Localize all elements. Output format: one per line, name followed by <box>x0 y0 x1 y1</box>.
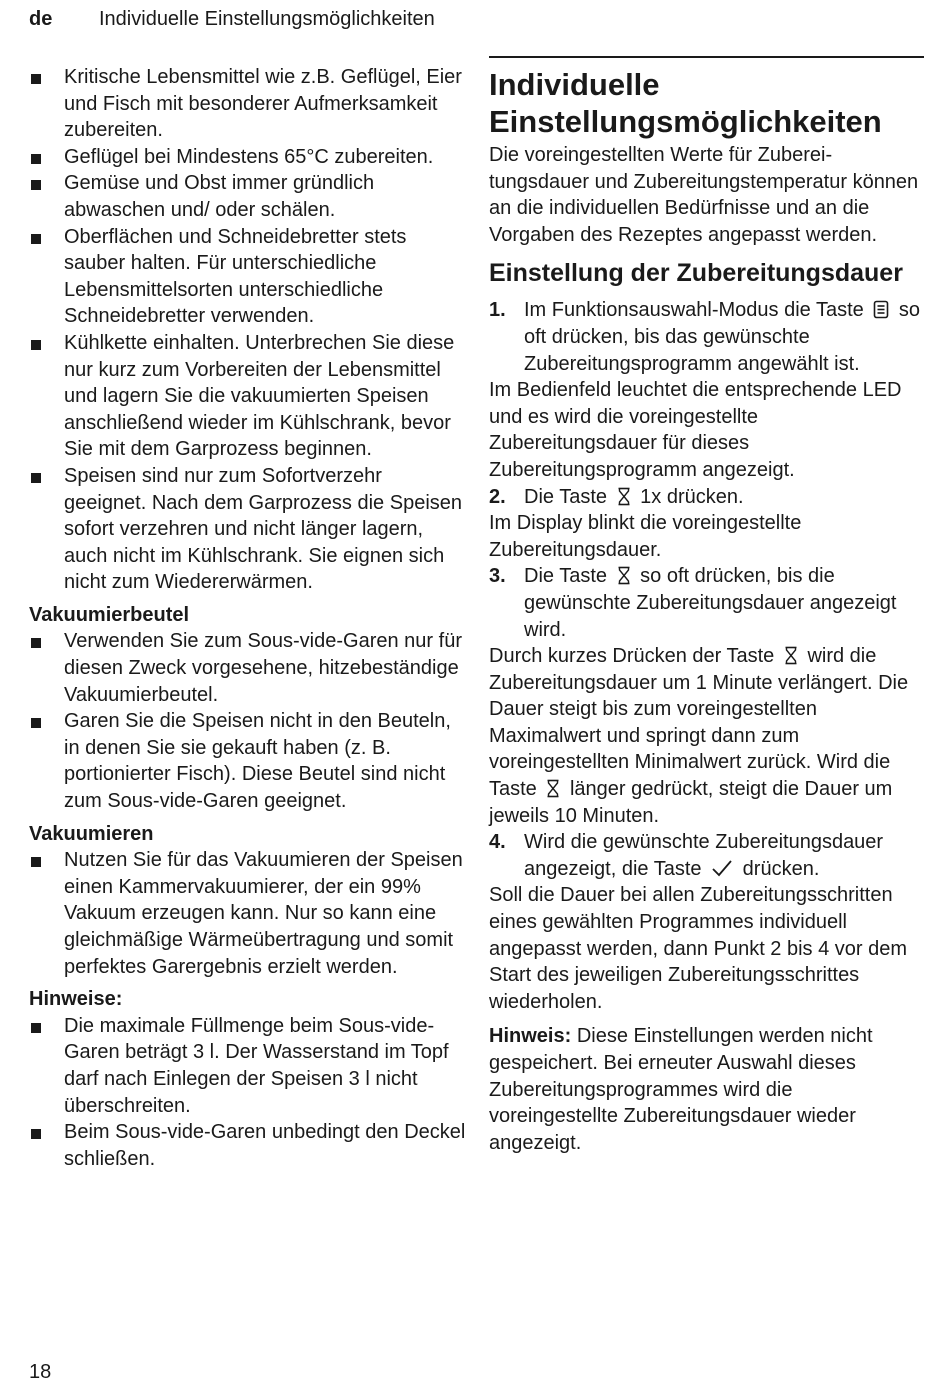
page-header <box>29 6 435 32</box>
step-text: drücken. <box>742 857 820 880</box>
step-1 <box>489 297 924 377</box>
step-number: 4. <box>489 831 506 854</box>
note-text: Diese Einstellungen werden nicht gespeichert. Bei erneuter Auswahl dieses Zubereitungsprogrammes wird die voreingestellte Zubereitungsdauer wieder angezeigt. <box>489 1025 873 1154</box>
paragraph-text: Durch kurzes Drücken der Taste <box>489 645 775 668</box>
list-item: Speisen sind nur zum Sofortverzehr geeignet. Nach dem Garprozess die Speisen sofort verzehren und nicht länger lagern, auch nicht im Kühlschrank. Sie eignen sich nicht zum Wiedererwärmen. <box>29 463 469 596</box>
paragraph-4: Soll die Dauer bei allen Zubereitungsschritten eines gewählten Programmes individuell angepasst werden, dann Punkt 2 bis 4 vor dem Start des jeweiligen Zubereitungsschrittes wiederholen. <box>489 884 908 1013</box>
step-text: Wird die gewünschte Zubereitungsdauer angezeigt, die Taste <box>524 831 884 880</box>
section-heading-bags: Vakuumierbeutel <box>29 603 190 626</box>
list-item: Beim Sous-vide-Garen unbedingt den Deckel schließen. <box>29 1119 469 1172</box>
step-2 <box>489 484 924 511</box>
paragraph-text: wird die Zubereitungsdauer um 1 Minute verlängert. Die Dauer steigt bis zum voreingestellten Maximalwert und springt dann zum voreingestellten Minimalwert zurück. Wird die Taste <box>489 645 909 801</box>
hourglass-icon <box>617 487 631 506</box>
hints-list <box>29 1013 469 1173</box>
step-text: Im Funktionsauswahl-Modus die Taste <box>524 299 864 322</box>
step-3 <box>489 563 924 643</box>
list-item: Verwenden Sie zum Sous-vide-Garen nur für diesen Zweck vorgesehene, hitzebeständige Vakuumierbeutel. <box>29 628 469 708</box>
list-item: Garen Sie die Speisen nicht in den Beuteln, in denen Sie sie gekauft haben (z. B. portionierter Fisch). Diese Beutel sind nicht zum Sous-vide-Garen geeignet. <box>29 708 469 814</box>
list-item: Gemüse und Obst immer gründlich abwaschen und/ oder schälen. <box>29 170 469 223</box>
step-text: so oft drücken, bis das gewünschte Zubereitungsprogramm angewählt ist. <box>524 299 921 375</box>
step-text: Die Taste <box>524 565 608 588</box>
step-number: 1. <box>489 299 506 322</box>
paragraph-3 <box>489 643 924 829</box>
step-number: 3. <box>489 565 506 588</box>
list-item: Die maximale Füllmenge beim Sous-vide-Garen beträgt 3 l. Der Wasserstand im Topf darf nach Einlegen der Speisen 3 l nicht überschreiten. <box>29 1013 469 1119</box>
page-title: Individuelle Einstellungsmöglichkeiten <box>489 67 882 139</box>
hourglass-icon <box>617 566 631 585</box>
step-number: 2. <box>489 485 506 508</box>
checkmark-icon <box>711 859 733 878</box>
page-number: 18 <box>29 1361 52 1383</box>
step-text: so oft drücken, bis die gewünschte Zubereitungsdauer angezeigt wird. <box>524 565 897 641</box>
safety-list <box>29 64 469 596</box>
step-text: 1x drücken. <box>640 485 744 508</box>
section-heading-hints: Hinweise: <box>29 988 123 1011</box>
right-column <box>489 56 924 1156</box>
list-item: Kritische Lebensmittel wie z.B. Geflügel, Eier und Fisch mit besonderer Aufmerksamkeit zubereiten. <box>29 64 469 144</box>
paragraph-2: Im Display blinkt die voreingestellte Zubereitungsdauer. <box>489 512 802 561</box>
paragraph-1: Im Bedienfeld leuchtet die entsprechende LED und es wird die voreingestellte Zubereitungsdauer für dieses Zubereitungsprogramm angezeigt. <box>489 379 902 481</box>
language-code: de <box>29 8 53 30</box>
section-heading-vacuum: Vakuumieren <box>29 822 154 845</box>
paragraph-text: länger gedrückt, steigt die Dauer um jeweils 10 Minuten. <box>489 778 893 827</box>
hourglass-icon <box>784 646 798 665</box>
section-subtitle: Einstellung der Zubereitungsdauer <box>489 259 903 288</box>
list-item: Nutzen Sie für das Vakuumieren der Speisen einen Kammervakuumierer, der ein 99% Vakuum erzeugen kann. Nur so kann eine gleichmäßige Wärmeübertragung und somit perfektes Garergebnis erzielt werden. <box>29 847 469 980</box>
menu-button-icon <box>873 300 889 319</box>
title-rule <box>489 56 924 58</box>
hourglass-icon <box>546 779 560 798</box>
intro-text: Die voreingestellten Werte für Zubereitungsdauer und Zubereitungstemperatur können an die individuellen Bedürfnisse und an die Vorgaben des Rezeptes angepasst werden. <box>489 144 919 246</box>
list-item: Kühlkette einhalten. Unterbrechen Sie diese nur kurz zum Vorbereiten der Lebensmittel und lagern Sie die vakuumierten Speisen anschließend wieder im Kühlschrank, bevor Sie mit dem Garprozess beginnen. <box>29 330 469 463</box>
vacuum-list <box>29 847 469 980</box>
note-label: Hinweis: <box>489 1025 572 1048</box>
step-4 <box>489 829 924 882</box>
header-title: Individuelle Einstellungsmöglichkeiten <box>99 8 435 30</box>
list-item: Geflügel bei Mindestens 65°C zubereiten. <box>29 144 469 171</box>
step-text: Die Taste <box>524 485 608 508</box>
note <box>489 1023 924 1156</box>
left-column <box>29 64 469 1172</box>
list-item: Oberflächen und Schneidebretter stets sauber halten. Für unterschiedliche Lebensmittelsorten unterschiedliche Schneidebretter verwenden. <box>29 224 469 330</box>
bags-list <box>29 628 469 814</box>
